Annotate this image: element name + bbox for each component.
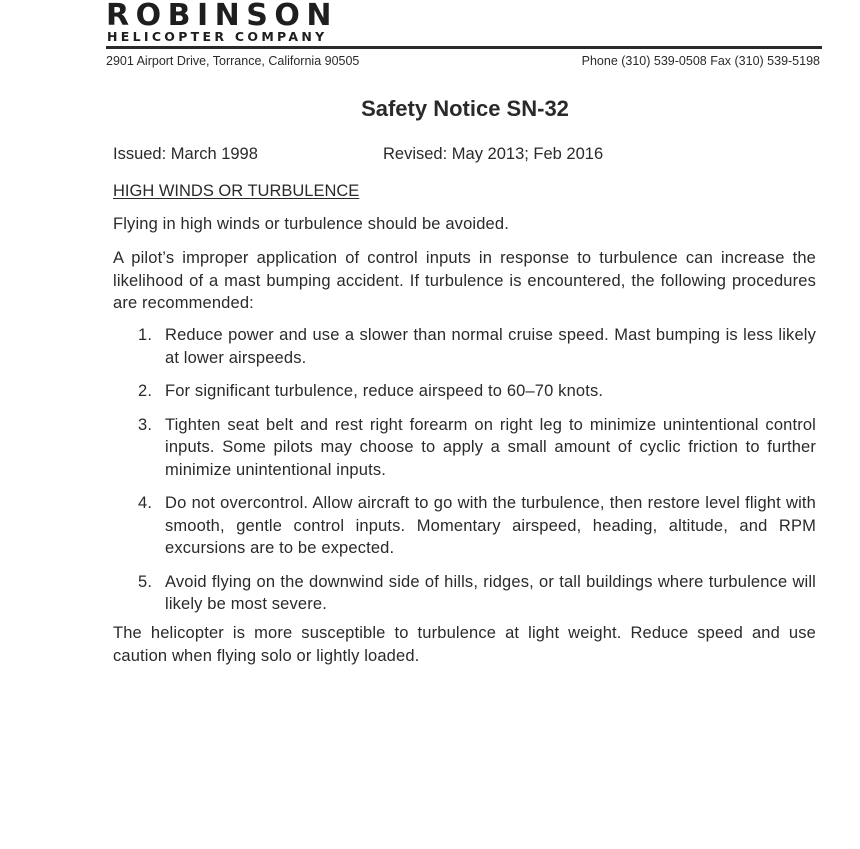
header-divider [106, 46, 822, 49]
list-item-number: 5. [138, 572, 153, 591]
procedure-list [113, 324, 816, 627]
company-logo-name: ROBINSON [106, 0, 338, 33]
notice-title: Safety Notice SN-32 [361, 96, 569, 121]
list-item [113, 571, 816, 616]
list-item-number: 2. [138, 382, 153, 400]
list-item-text: Tighten seat belt and rest right forearm on right leg to minimize unintentional control inputs. Some pilots may choose to apply a small amount of cyclic friction to further minimize unintentional inputs. [165, 415, 816, 479]
list-item-text: Do not overcontrol. Allow aircraft to go with the turbulence, then restore level flight with smooth, gentle control inputs. Momentary airspeed, heading, altitude, and RPM excursions are to be expected. [165, 494, 816, 557]
list-item-text: Avoid flying on the downwind side of hills, ridges, or tall buildings where turbulence will likely be most severe. [165, 572, 816, 613]
list-item [113, 380, 816, 403]
company-address: 2901 Airport Drive, Torrance, California 90505 [106, 54, 360, 68]
list-item-number: 3. [138, 415, 153, 434]
list-item-number: 4. [138, 494, 153, 512]
intro-paragraph: Flying in high winds or turbulence should be avoided. [113, 215, 509, 233]
company-logo-subtitle: HELICOPTER COMPANY [107, 29, 328, 44]
list-item-text: Reduce power and use a slower than normal cruise speed. Mast bumping is less likely at lower airspeeds. [165, 326, 816, 367]
list-item [113, 414, 816, 482]
list-item-text: For significant turbulence, reduce airspeed to 60–70 knots. [165, 382, 604, 400]
list-item [113, 324, 816, 369]
list-item [113, 492, 816, 560]
closing-paragraph: The helicopter is more susceptible to turbulence at light weight. Reduce speed and use caution when flying solo or lightly loaded. [113, 624, 816, 665]
body-paragraph: A pilot’s improper application of control inputs in response to turbulence can increase the likelihood of a mast bumping accident. If turbulence is encountered, the following procedures are recommended: [113, 249, 816, 312]
company-contact: Phone (310) 539-0508 Fax (310) 539-5198 [581, 54, 820, 68]
issued-date: Issued: March 1998 [113, 145, 258, 163]
section-heading: HIGH WINDS OR TURBULENCE [113, 182, 360, 200]
list-item-number: 1. [138, 326, 153, 344]
revised-date: Revised: May 2013; Feb 2016 [383, 145, 604, 163]
